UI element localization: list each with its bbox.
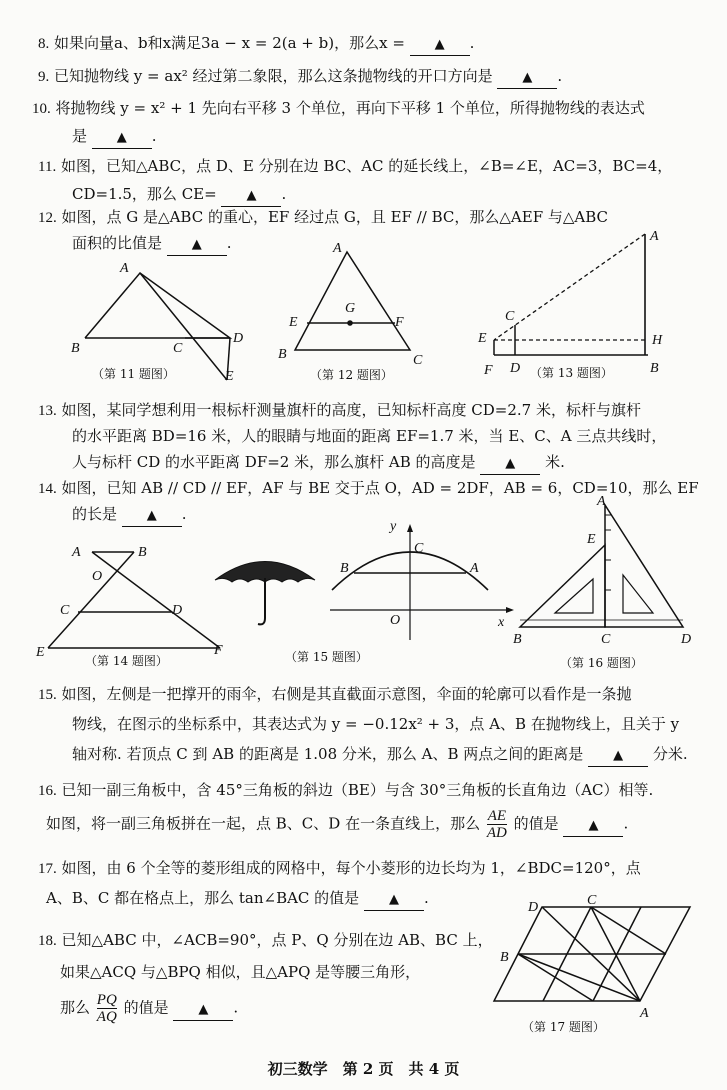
point-b-label: B — [513, 632, 522, 645]
point-a-label: A — [120, 261, 129, 276]
caption-figure-14: （第 14 题图） — [85, 654, 168, 668]
question-18-line3: 那么 $\frac{PQ}{AQ}$ 的值是 ▲ . — [60, 992, 239, 1025]
point-o-label: O — [92, 569, 103, 584]
question-13-line3: 人与标杆 CD 的水平距离 DF=2 米，那么旗杆 AB 的高度是 ▲ 米. — [72, 452, 565, 475]
answer-blank[interactable]: ▲ — [221, 184, 281, 207]
caption-figure-11: （第 11 题图） — [92, 367, 175, 381]
answer-blank[interactable]: ▲ — [122, 504, 182, 527]
question-18-line2: 如果△ACQ 与△BPQ 相似，且△APQ 是等腰三角形， — [60, 963, 421, 981]
point-b-label: B — [71, 341, 80, 356]
point-a-label: A — [333, 241, 342, 256]
question-text: 如果向量a、b和x满足3a − x = 2(a + b)，那么x = — [54, 34, 405, 52]
question-15: 15. 如图，左侧是一把撑开的雨伞，右侧是其直截面示意图，伞面的轮廓可以看作是一条抛 — [38, 685, 632, 703]
question-11-line2: CD=1.5，那么 CE= ▲ . — [72, 184, 286, 207]
point-d-label: D — [681, 632, 692, 645]
line-be — [48, 552, 134, 648]
caption-figure-17: （第 17 题图） — [522, 1020, 605, 1034]
question-12: 12. 如图，点 G 是△ABC 的重心，EF 经过点 G，且 EF // BC，那么△AEF 与△ABC — [38, 208, 609, 226]
question-10-line2: 是 ▲ . — [72, 126, 157, 149]
caption-figure-12: （第 12 题图） — [310, 368, 393, 382]
x-axis-label: x — [498, 615, 505, 630]
point-b-label: B — [500, 950, 509, 965]
point-e-label: E — [225, 369, 234, 384]
point-b-label: B — [340, 561, 349, 576]
question-10: 10. 将抛物线 y = x² + 1 先向右平移 3 个单位，再向下平移 1 个单位，所得抛物线的表达式 — [32, 99, 645, 117]
point-c-label: C — [60, 603, 70, 618]
fraction-ae-ad: $\frac{AE}{AD}$ — [486, 808, 507, 841]
triangle-30 — [605, 505, 683, 627]
point-b-label: B — [650, 361, 659, 376]
point-f-label: F — [484, 363, 493, 378]
figure-16 — [505, 495, 705, 645]
question-8: 8. 如果向量a、b和x满足3a − x = 2(a + b)，那么x = ▲ . — [38, 33, 474, 56]
page-footer: 初三数学 第 2 页 共 4 页 — [267, 1060, 460, 1078]
point-e-label: E — [289, 315, 298, 330]
question-15-line2: 物线，在图示的坐标系中，其表达式为 y = −0.12x² + 3，点 A、B 在抛物线上，且关于 y — [72, 715, 680, 733]
question-11: 11. 如图，已知△ABC，点 D、E 分别在边 BC、AC 的延长线上，∠B=∠E，AC=3，BC=4， — [38, 157, 673, 175]
question-14: 14. 如图，已知 AB // CD // EF，AF 与 BE 交于点 O，AD = 2DF，AB = 6，CD=10，那么 EF — [38, 479, 699, 497]
question-12-line2: 面积的比值是 ▲ . — [72, 233, 232, 256]
point-c-label: C — [601, 632, 611, 645]
answer-blank[interactable]: ▲ — [92, 126, 152, 149]
answer-blank[interactable]: ▲ — [167, 233, 227, 256]
question-13-line2: 的水平距离 BD=16 米，人的眼睛与地面的距离 EF=1.7 米，当 E、C、A 三点共线时， — [72, 427, 667, 445]
question-text: 已知抛物线 y = ax² 经过第二象限，那么这条抛物线的开口方向是 — [54, 67, 493, 85]
umbrella-image — [210, 548, 320, 628]
caption-figure-13: （第 13 题图） — [530, 366, 613, 380]
question-14-line2: 的长是 ▲ . — [72, 504, 187, 527]
question-17: 17. 如图，由 6 个全等的菱形组成的网格中，每个小菱形的边长均为 1，∠BDC=120°，点 — [38, 859, 641, 877]
point-a-label: A — [72, 545, 81, 560]
caption-figure-15: （第 15 题图） — [285, 650, 368, 664]
origin-label: O — [390, 613, 401, 628]
point-d-label: D — [510, 361, 521, 376]
sightline-ea — [494, 234, 645, 340]
point-c-label: C — [173, 341, 183, 356]
figure-14 — [30, 540, 240, 665]
point-c-label: C — [587, 895, 597, 908]
line-af — [92, 552, 220, 648]
answer-blank[interactable]: ▲ — [588, 744, 648, 767]
answer-blank[interactable]: ▲ — [480, 452, 540, 475]
point-g-label: G — [345, 301, 356, 316]
point-e-label: E — [587, 532, 596, 547]
question-15-line3: 轴对称. 若顶点 C 到 AB 的距离是 1.08 分米，那么 A、B 两点之间的距离是 ▲ 分米. — [72, 744, 688, 767]
question-16: 16. 已知一副三角板中，含 45°三角板的斜边（BE）与含 30°三角板的长直角边（AC）相等. — [38, 781, 654, 799]
point-e-label: E — [478, 331, 487, 346]
point-f-label: F — [214, 643, 223, 658]
answer-blank[interactable]: ▲ — [173, 998, 233, 1021]
point-h-label: H — [652, 333, 663, 348]
triangle-45 — [520, 545, 605, 627]
answer-blank[interactable]: ▲ — [497, 66, 557, 89]
point-a-label: A — [650, 229, 659, 244]
figure-17 — [490, 895, 710, 1025]
point-f-label: F — [395, 315, 404, 330]
figure-13 — [470, 222, 700, 382]
point-d-label: D — [528, 900, 539, 915]
point-c-label: C — [413, 353, 423, 368]
point-a-label: A — [640, 1006, 649, 1021]
point-c-label: C — [414, 541, 424, 556]
centroid-g — [347, 320, 353, 326]
point-a-label: A — [470, 561, 479, 576]
point-d-label: D — [233, 331, 244, 346]
point-b-label: B — [138, 545, 147, 560]
answer-blank[interactable]: ▲ — [563, 814, 623, 837]
question-16-line2: 如图，将一副三角板拼在一起，点 B、C、D 在一条直线上，那么 $\frac{AE}{AD}$ 的值是 ▲ . — [46, 808, 629, 841]
point-c-label: C — [505, 309, 515, 324]
figure-15 — [330, 520, 520, 650]
question-17-line2: A、B、C 都在格点上，那么 tan∠BAC 的值是 ▲ . — [46, 888, 429, 911]
caption-figure-16: （第 16 题图） — [560, 656, 643, 670]
point-d-label: D — [172, 603, 183, 618]
question-18: 18. 已知△ABC 中，∠ACB=90°，点 P、Q 分别在边 AB、BC 上， — [38, 931, 493, 949]
segment-ba — [518, 954, 640, 1001]
answer-blank[interactable]: ▲ — [410, 33, 470, 56]
figure-12 — [275, 240, 435, 370]
question-text: 将抛物线 y = x² + 1 先向右平移 3 个单位，再向下平移 1 个单位，所得抛物线的表达式 — [55, 99, 645, 117]
question-9: 9. 已知抛物线 y = ax² 经过第二象限，那么这条抛物线的开口方向是 ▲ . — [38, 66, 562, 89]
fraction-pq-aq: $\frac{PQ}{AQ}$ — [96, 992, 117, 1025]
point-b-label: B — [278, 347, 287, 362]
triangle-abc — [85, 273, 230, 338]
y-axis-label: y — [390, 520, 397, 534]
point-a-label: A — [597, 495, 606, 509]
point-e-label: E — [36, 645, 45, 660]
question-13: 13. 如图，某同学想利用一根标杆测量旗杆的高度，已知标杆高度 CD=2.7 米，标杆与旗杆 — [38, 401, 641, 419]
answer-blank[interactable]: ▲ — [364, 888, 424, 911]
